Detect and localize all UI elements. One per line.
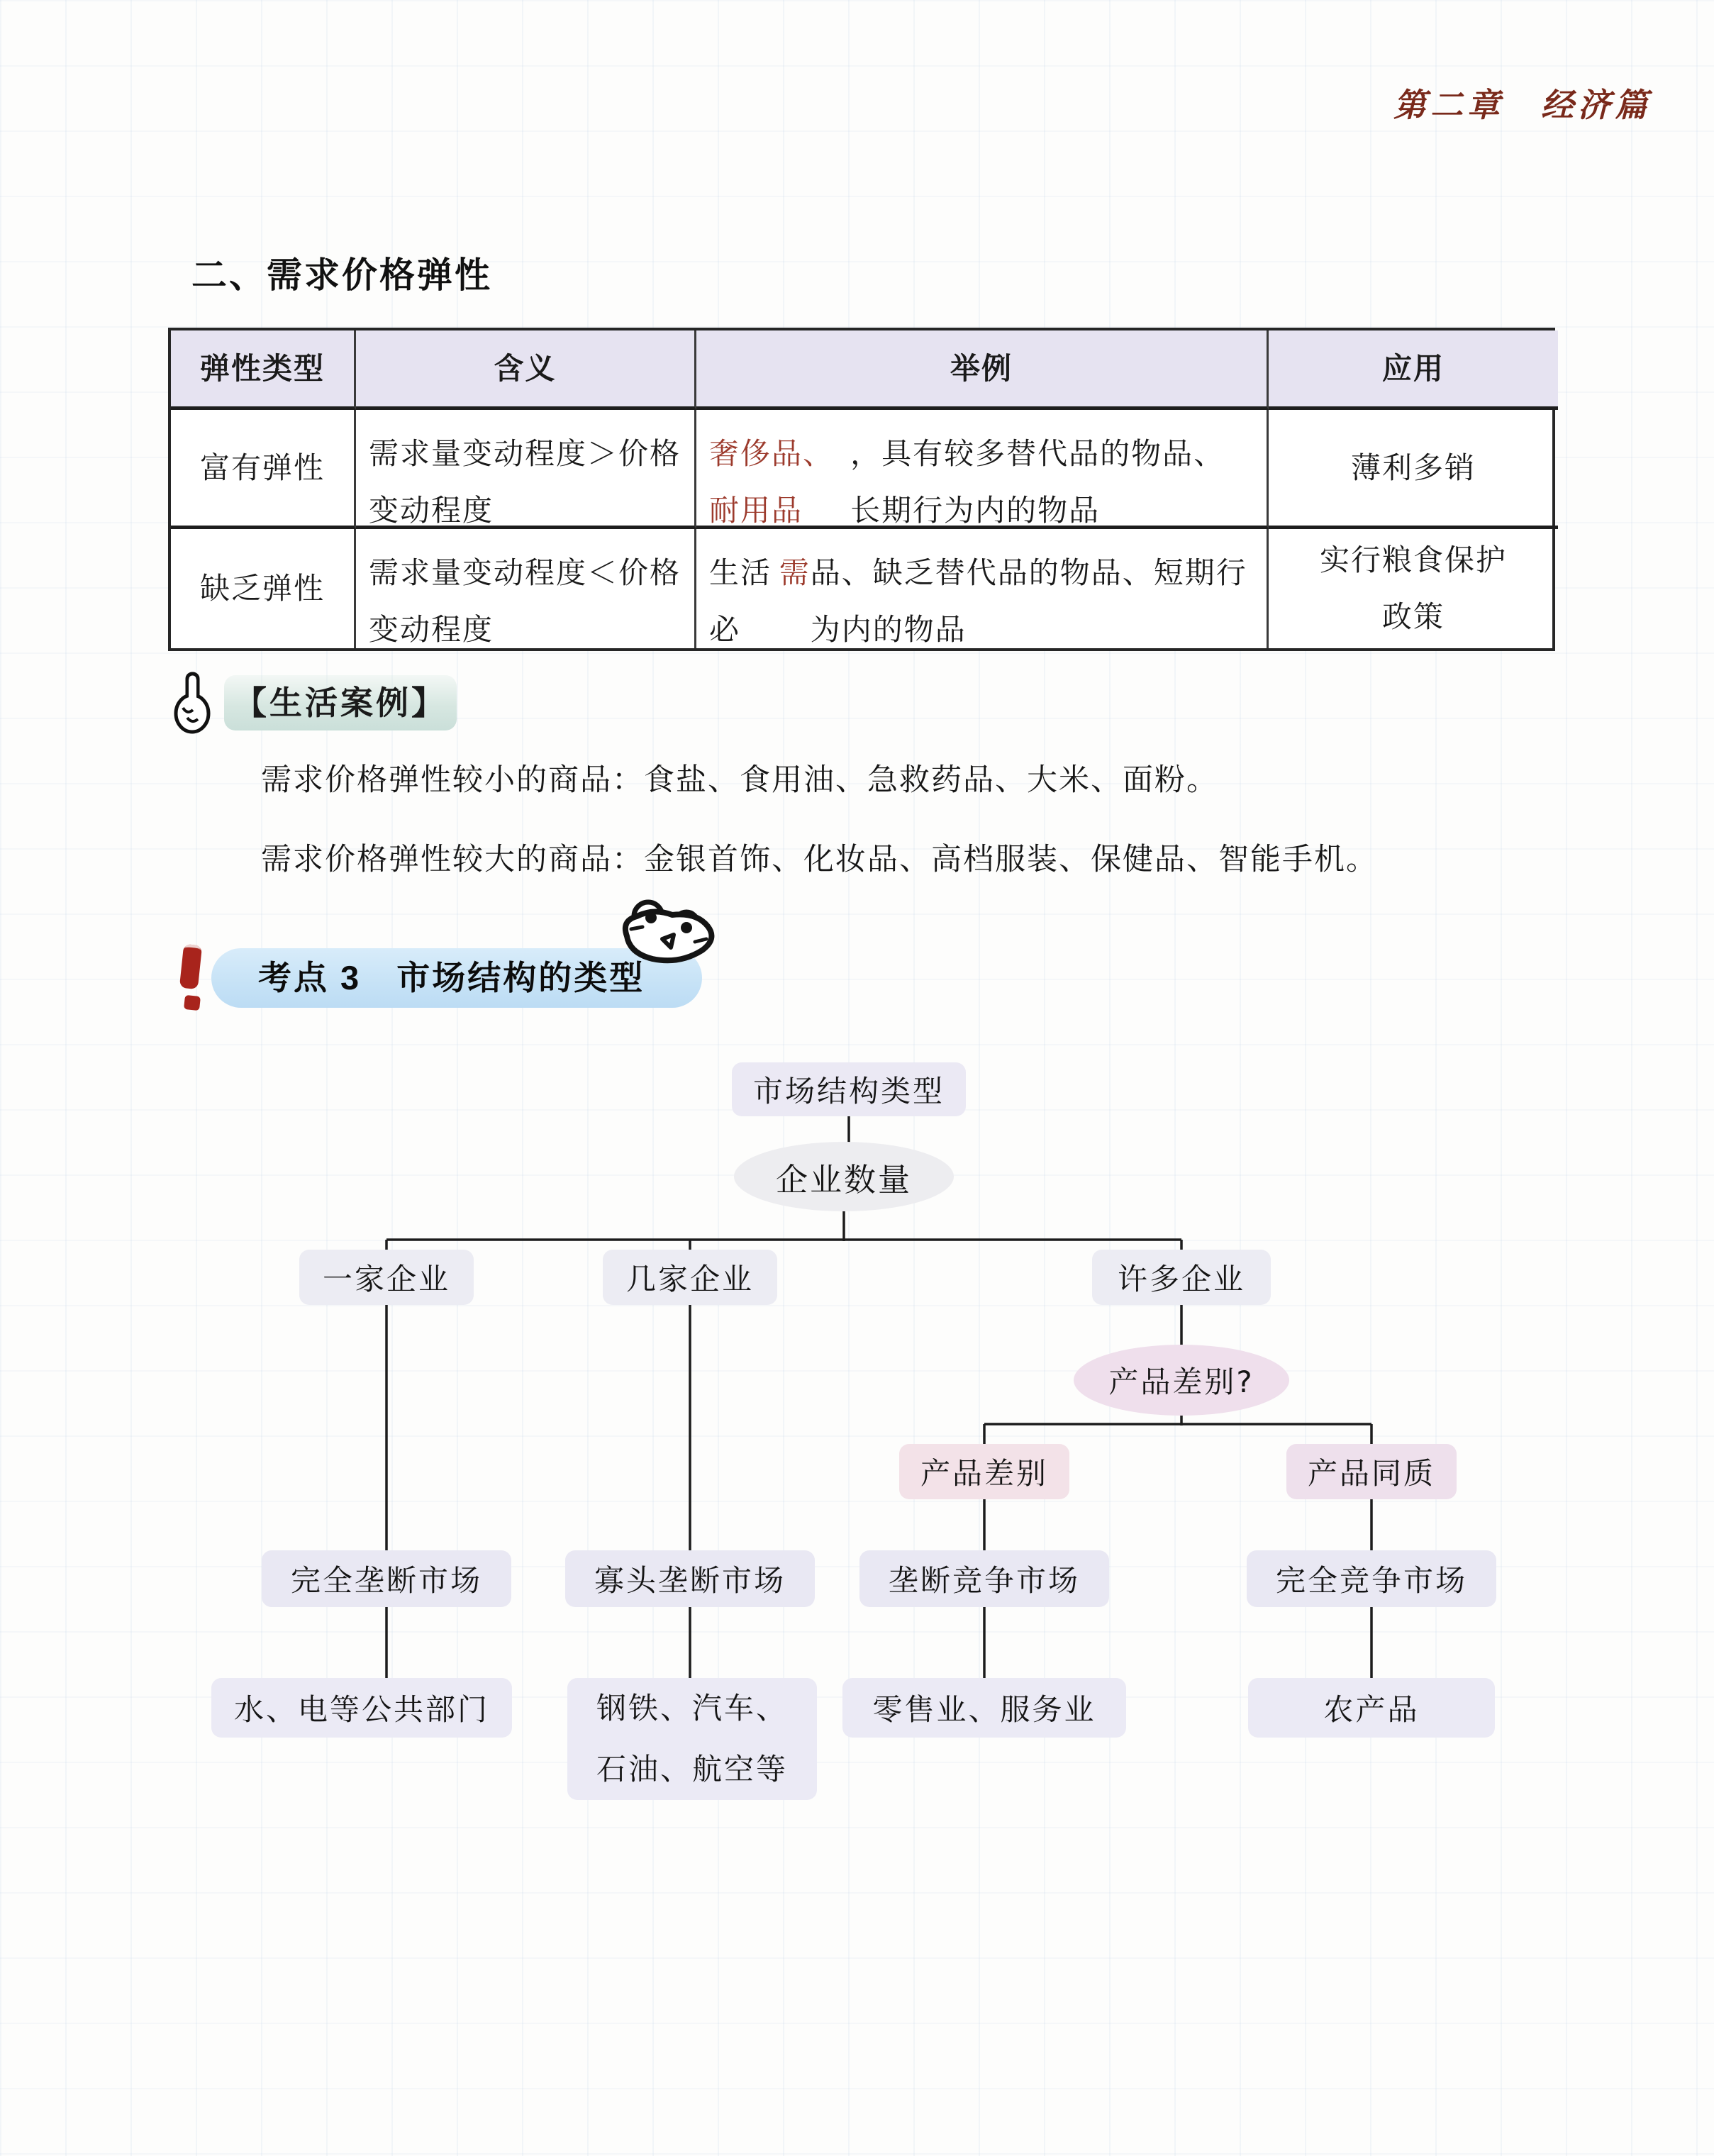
example-text: 生活必 (709, 555, 772, 647)
table-cell-type: 富有弹性 (171, 410, 356, 529)
table-cell-application: 实行粮食保护政策 (1319, 543, 1507, 634)
table-header-meaning: 含义 (356, 330, 696, 410)
flow-node-root: 市场结构类型 (732, 1062, 966, 1116)
frog-doodle-icon (611, 898, 725, 972)
flow-node-oligopoly: 寡头垄断市场 (565, 1550, 815, 1607)
flow-example-agricultural-products: 农产品 (1248, 1678, 1495, 1738)
chapter-header: 第二章 经济篇 (1393, 87, 1652, 123)
flow-node-many-firms: 许多企业 (1092, 1250, 1271, 1305)
example-text: ，具有较多替代品的物品、长期行为内的物品 (850, 436, 1225, 528)
table-header-example: 举例 (696, 330, 1269, 410)
flow-node-homogeneous-product: 产品同质 (1286, 1444, 1457, 1499)
flow-example-retail-services: 零售业、服务业 (842, 1678, 1126, 1738)
flow-node-enterprise-count: 企业数量 (734, 1142, 954, 1211)
table-header-application: 应用 (1269, 330, 1558, 410)
flow-example-heavy-industry: 钢铁、汽车、石油、航空等 (567, 1678, 817, 1800)
flow-node-differentiated-product: 产品差别 (899, 1444, 1069, 1499)
table-cell-application: 薄利多销 (1269, 410, 1558, 529)
flow-node-few-firms: 几家企业 (603, 1250, 777, 1305)
table-cell-meaning: 需求量变动程度＞价格变动程度 (356, 410, 696, 529)
flow-node-monopolistic-competition: 垄断竞争市场 (859, 1550, 1109, 1607)
table-cell-meaning: 需求量变动程度＜价格变动程度 (356, 529, 696, 648)
flow-node-product-difference-question: 产品差别? (1074, 1345, 1289, 1416)
life-case-line: 需求价格弹性较小的商品：食盐、食用油、急救药品、大米、面粉。 (261, 762, 1218, 798)
flow-node-perfect-monopoly: 完全垄断市场 (262, 1550, 511, 1607)
example-text: 品、缺乏替代品的物品、短期行为内的物品 (810, 555, 1247, 647)
section-title: 二、需求价格弹性 (191, 255, 492, 295)
life-case-line: 需求价格弹性较大的商品：金银首饰、化妆品、高档服装、保健品、智能手机。 (261, 842, 1378, 877)
flow-node-perfect-competition: 完全竞争市场 (1247, 1550, 1496, 1607)
keypoint-title: 考点 3 市场结构的类型 (211, 948, 702, 1008)
example-text-red: 需 (779, 555, 811, 590)
table-header-type: 弹性类型 (171, 330, 356, 410)
table-cell-type: 缺乏弹性 (171, 529, 356, 648)
life-case-label: 【生活案例】 (224, 675, 457, 730)
example-text-red: 奢侈品、耐用品 (709, 436, 835, 528)
flow-example-public-sector: 水、电等公共部门 (211, 1678, 512, 1738)
flow-node-one-firm: 一家企业 (299, 1250, 474, 1305)
